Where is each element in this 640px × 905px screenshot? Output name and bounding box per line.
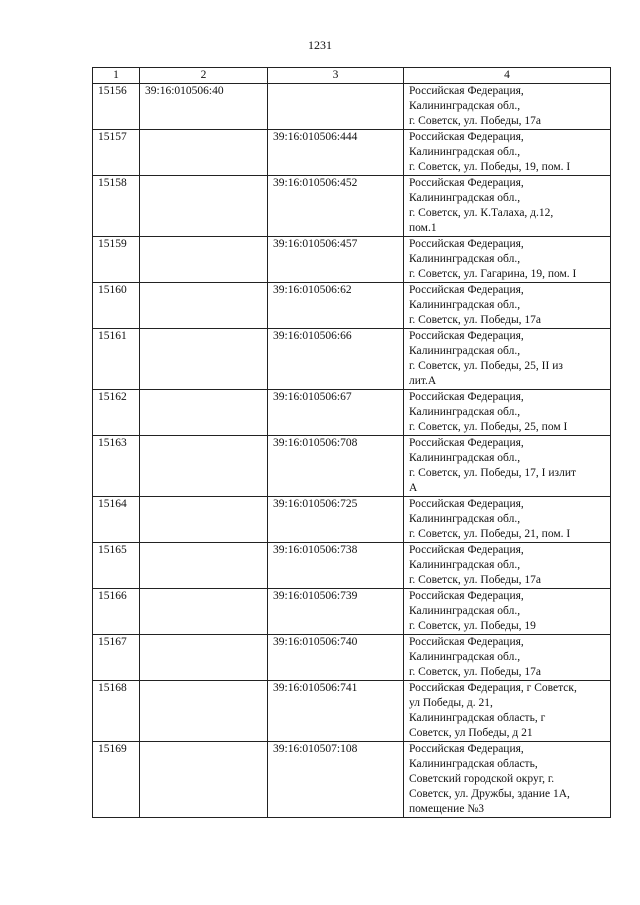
- address-line: Российская Федерация,: [409, 85, 524, 97]
- table-header-row: [93, 68, 611, 84]
- address-line: Калининградская обл.,: [409, 406, 521, 418]
- cadastral-number-col2: [140, 589, 268, 635]
- address-line: Калининградская область,: [409, 758, 538, 770]
- table-row: [93, 84, 611, 130]
- row-number: 15164: [93, 497, 140, 543]
- cadastral-number-col2: [140, 130, 268, 176]
- table-row: [93, 130, 611, 176]
- address-line: Калининградская обл.,: [409, 513, 521, 525]
- address-line: Российская Федерация,: [409, 177, 524, 189]
- row-number: 15169: [93, 742, 140, 818]
- table-row: [93, 635, 611, 681]
- address-line: А: [409, 482, 418, 494]
- address-line: г. Советск, ул. Победы, 21, пом. I: [409, 528, 571, 540]
- cadastral-number-col3: 39:16:010507:108: [268, 742, 404, 818]
- cadastral-number-col3: 39:16:010506:740: [268, 635, 404, 681]
- address-line: Калининградская обл.,: [409, 651, 521, 663]
- table-row: [93, 329, 611, 390]
- cadastral-number-col3: 39:16:010506:62: [268, 283, 404, 329]
- row-number: 15167: [93, 635, 140, 681]
- address-line: г. Советск, ул. К.Талаха, д.12,: [409, 207, 554, 219]
- address-line: г. Советск, ул. Победы, 17, I излит: [409, 467, 577, 479]
- cadastral-number-col3: 39:16:010506:444: [268, 130, 404, 176]
- cadastral-number-col2: [140, 176, 268, 237]
- row-number: 15163: [93, 436, 140, 497]
- cadastral-number-col2: [140, 436, 268, 497]
- column-header-2: 2: [140, 68, 268, 84]
- table-row: [93, 543, 611, 589]
- cadastral-number-col3: 39:16:010506:741: [268, 681, 404, 742]
- address-line: Калининградская обл.,: [409, 146, 521, 158]
- address-line: Калининградская обл.,: [409, 299, 521, 311]
- address-line: г. Советск, ул. Победы, 19, пом. I: [409, 161, 571, 173]
- cadastral-number-col3: 39:16:010506:452: [268, 176, 404, 237]
- table-row: [93, 176, 611, 237]
- address-cell: [404, 497, 611, 543]
- address-line: помещение №3: [409, 803, 485, 815]
- cadastral-number-col2: [140, 681, 268, 742]
- cadastral-number-col2: 39:16:010506:40: [140, 84, 268, 130]
- row-number: 15161: [93, 329, 140, 390]
- cadastral-number-col2: [140, 390, 268, 436]
- address-line: Российская Федерация,: [409, 131, 524, 143]
- address-line: ул Победы, д. 21,: [409, 697, 493, 709]
- column-header-1: 1: [93, 68, 140, 84]
- column-header-4: 4: [404, 68, 611, 84]
- address-line: Российская Федерация,: [409, 437, 524, 449]
- table-row: [93, 283, 611, 329]
- address-line: г. Советск, ул. Победы, 17а: [409, 666, 542, 678]
- cadastral-number-col2: [140, 742, 268, 818]
- address-cell: [404, 436, 611, 497]
- address-line: Российская Федерация, г Советск,: [409, 682, 577, 694]
- table-row: [93, 237, 611, 283]
- address-cell: [404, 329, 611, 390]
- address-line: г. Советск, ул. Победы, 25, пом I: [409, 421, 568, 433]
- address-line: Российская Федерация,: [409, 498, 524, 510]
- cadastral-number-col3: 39:16:010506:457: [268, 237, 404, 283]
- page-number: 1231: [308, 38, 332, 52]
- row-number: 15160: [93, 283, 140, 329]
- table-body: [93, 84, 611, 818]
- cadastral-number-col3: 39:16:010506:67: [268, 390, 404, 436]
- address-line: г. Советск, ул. Победы, 19: [409, 620, 536, 632]
- cadastral-number-col3: 39:16:010506:739: [268, 589, 404, 635]
- cadastral-number-col3: 39:16:010506:66: [268, 329, 404, 390]
- table-row: [93, 742, 611, 818]
- table-row: [93, 436, 611, 497]
- table-row: [93, 497, 611, 543]
- row-number: 15159: [93, 237, 140, 283]
- row-number: 15156: [93, 84, 140, 130]
- address-line: г. Советск, ул. Победы, 17а: [409, 314, 542, 326]
- table-row: [93, 681, 611, 742]
- cadastral-number-col2: [140, 237, 268, 283]
- cadastral-number-col3: [268, 84, 404, 130]
- address-cell: [404, 176, 611, 237]
- address-line: Калининградская обл.,: [409, 345, 521, 357]
- address-line: Советск, ул Победы, д 21: [409, 727, 533, 739]
- address-line: Калининградская обл.,: [409, 100, 521, 112]
- address-cell: [404, 635, 611, 681]
- address-line: Калининградская обл.,: [409, 452, 521, 464]
- address-cell: [404, 742, 611, 818]
- address-line: Российская Федерация,: [409, 391, 524, 403]
- address-line: Советск, ул. Дружбы, здание 1А,: [409, 788, 570, 800]
- address-line: г. Советск, ул. Победы, 25, II из: [409, 360, 563, 372]
- address-line: Калининградская обл.,: [409, 559, 521, 571]
- address-line: Российская Федерация,: [409, 743, 524, 755]
- address-line: Российская Федерация,: [409, 330, 524, 342]
- address-line: г. Советск, ул. Победы, 17а: [409, 115, 542, 127]
- address-line: Российская Федерация,: [409, 590, 524, 602]
- address-cell: [404, 237, 611, 283]
- address-cell: [404, 543, 611, 589]
- cadastral-number-col2: [140, 497, 268, 543]
- address-line: г. Советск, ул. Победы, 17а: [409, 574, 542, 586]
- address-line: Российская Федерация,: [409, 284, 524, 296]
- row-number: 15168: [93, 681, 140, 742]
- row-number: 15166: [93, 589, 140, 635]
- address-line: Советский городской округ, г.: [409, 773, 555, 785]
- cadastral-number-col3: 39:16:010506:708: [268, 436, 404, 497]
- cadastral-number-col2: [140, 329, 268, 390]
- cadastral-number-col2: [140, 543, 268, 589]
- table-row: [93, 589, 611, 635]
- address-cell: [404, 130, 611, 176]
- address-line: Калининградская обл.,: [409, 192, 521, 204]
- address-cell: [404, 390, 611, 436]
- address-cell: [404, 681, 611, 742]
- cadastral-number-col3: 39:16:010506:725: [268, 497, 404, 543]
- registry-table: [92, 67, 611, 818]
- row-number: 15158: [93, 176, 140, 237]
- column-header-3: 3: [268, 68, 404, 84]
- table-row: [93, 390, 611, 436]
- address-line: лит.А: [409, 375, 437, 387]
- address-line: Калининградская обл.,: [409, 253, 521, 265]
- address-line: Российская Федерация,: [409, 238, 524, 250]
- cadastral-number-col3: 39:16:010506:738: [268, 543, 404, 589]
- address-line: пом.1: [409, 222, 437, 234]
- row-number: 15162: [93, 390, 140, 436]
- row-number: 15165: [93, 543, 140, 589]
- address-line: Российская Федерация,: [409, 544, 524, 556]
- address-line: Калининградская обл.,: [409, 605, 521, 617]
- row-number: 15157: [93, 130, 140, 176]
- cadastral-number-col2: [140, 283, 268, 329]
- address-line: Калининградская область, г: [409, 712, 546, 724]
- address-line: г. Советск, ул. Гагарина, 19, пом. I: [409, 268, 577, 280]
- address-cell: [404, 589, 611, 635]
- address-cell: [404, 84, 611, 130]
- address-line: Российская Федерация,: [409, 636, 524, 648]
- address-cell: [404, 283, 611, 329]
- cadastral-number-col2: [140, 635, 268, 681]
